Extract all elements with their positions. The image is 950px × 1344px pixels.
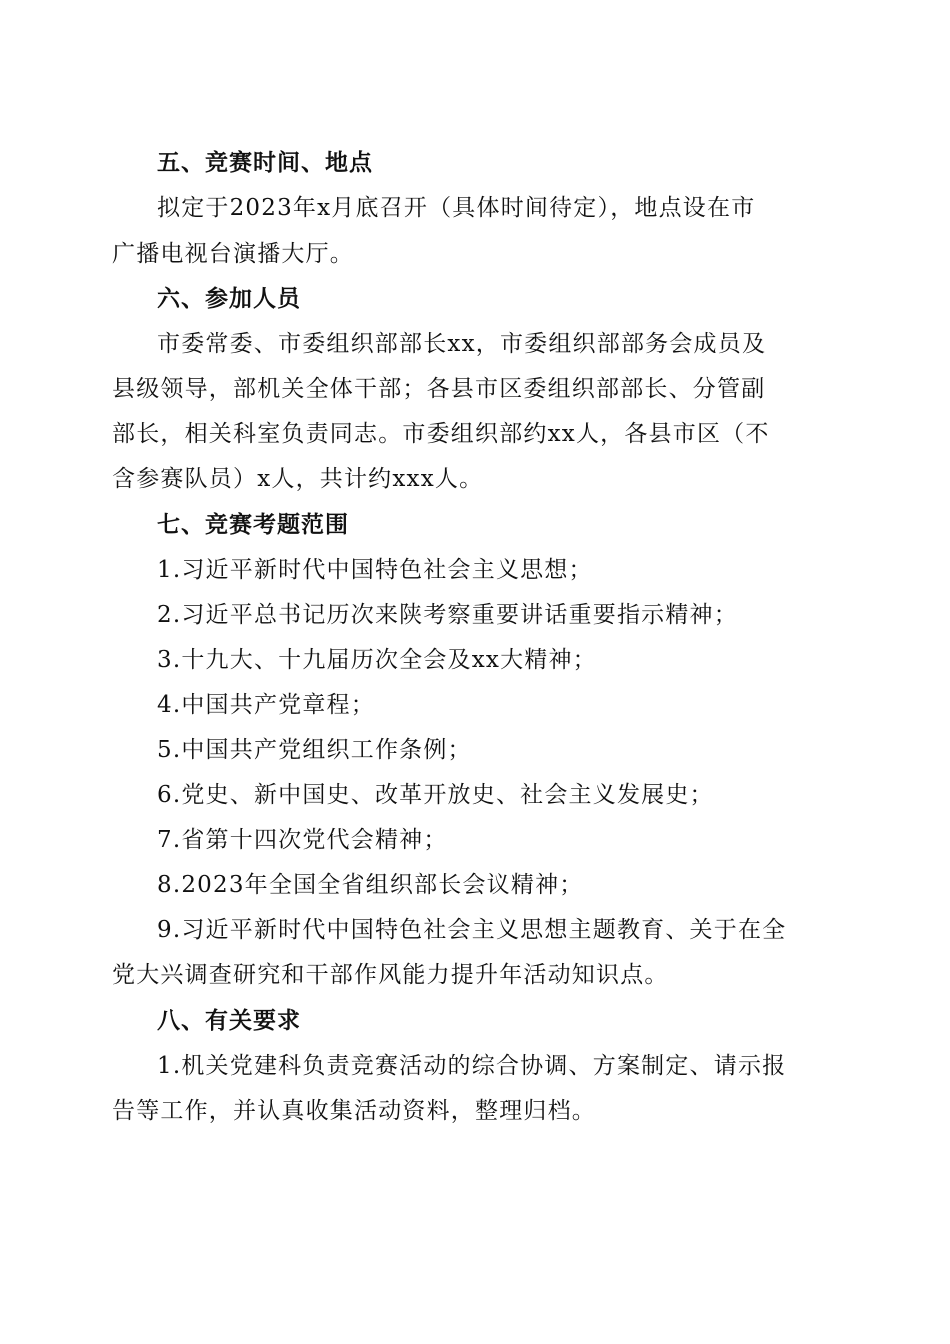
paragraph-line: 广播电视台演播大厅。: [112, 241, 354, 267]
list-item: 1.机关党建科负责竞赛活动的综合协调、方案制定、请示报: [157, 1053, 787, 1079]
paragraph-line: 县级领导，部机关全体干部；各县市区委组织部部长、分管副: [112, 376, 766, 402]
paragraph-line: 部长，相关科室负责同志。市委组织部约xx人，各县市区（不: [112, 421, 770, 447]
list-item: 5.中国共产党组织工作条例；: [157, 737, 472, 763]
list-item: 8.2023年全国全省组织部长会议精神；: [157, 872, 584, 898]
list-item-continuation: 告等工作，并认真收集活动资料，整理归档。: [112, 1098, 596, 1124]
list-item: 2.习近平总书记历次来陕考察重要讲话重要指示精神；: [157, 602, 738, 628]
list-item: 6.党史、新中国史、改革开放史、社会主义发展史；: [157, 782, 714, 808]
section-heading-exam-scope: 七、竞赛考题范围: [157, 512, 349, 538]
section-heading-participants: 六、参加人员: [157, 286, 301, 312]
list-item: 1.习近平新时代中国特色社会主义思想；: [157, 557, 593, 583]
list-item: 4.中国共产党章程；: [157, 692, 375, 718]
paragraph-line: 拟定于2023年x月底召开（具体时间待定），地点设在市: [157, 195, 756, 221]
section-heading-requirements: 八、有关要求: [157, 1008, 301, 1034]
paragraph-line: 含参赛队员）x人，共计约xxx人。: [112, 466, 484, 492]
section-heading-time-place: 五、竞赛时间、地点: [157, 150, 373, 176]
list-item-continuation: 党大兴调查研究和干部作风能力提升年活动知识点。: [112, 962, 669, 988]
list-item: 9.习近平新时代中国特色社会主义思想主题教育、关于在全: [157, 917, 787, 943]
paragraph-line: 市委常委、市委组织部部长xx，市委组织部部务会成员及: [157, 331, 767, 357]
list-item: 3.十九大、十九届历次全会及xx大精神；: [157, 647, 597, 673]
list-item: 7.省第十四次党代会精神；: [157, 827, 448, 853]
